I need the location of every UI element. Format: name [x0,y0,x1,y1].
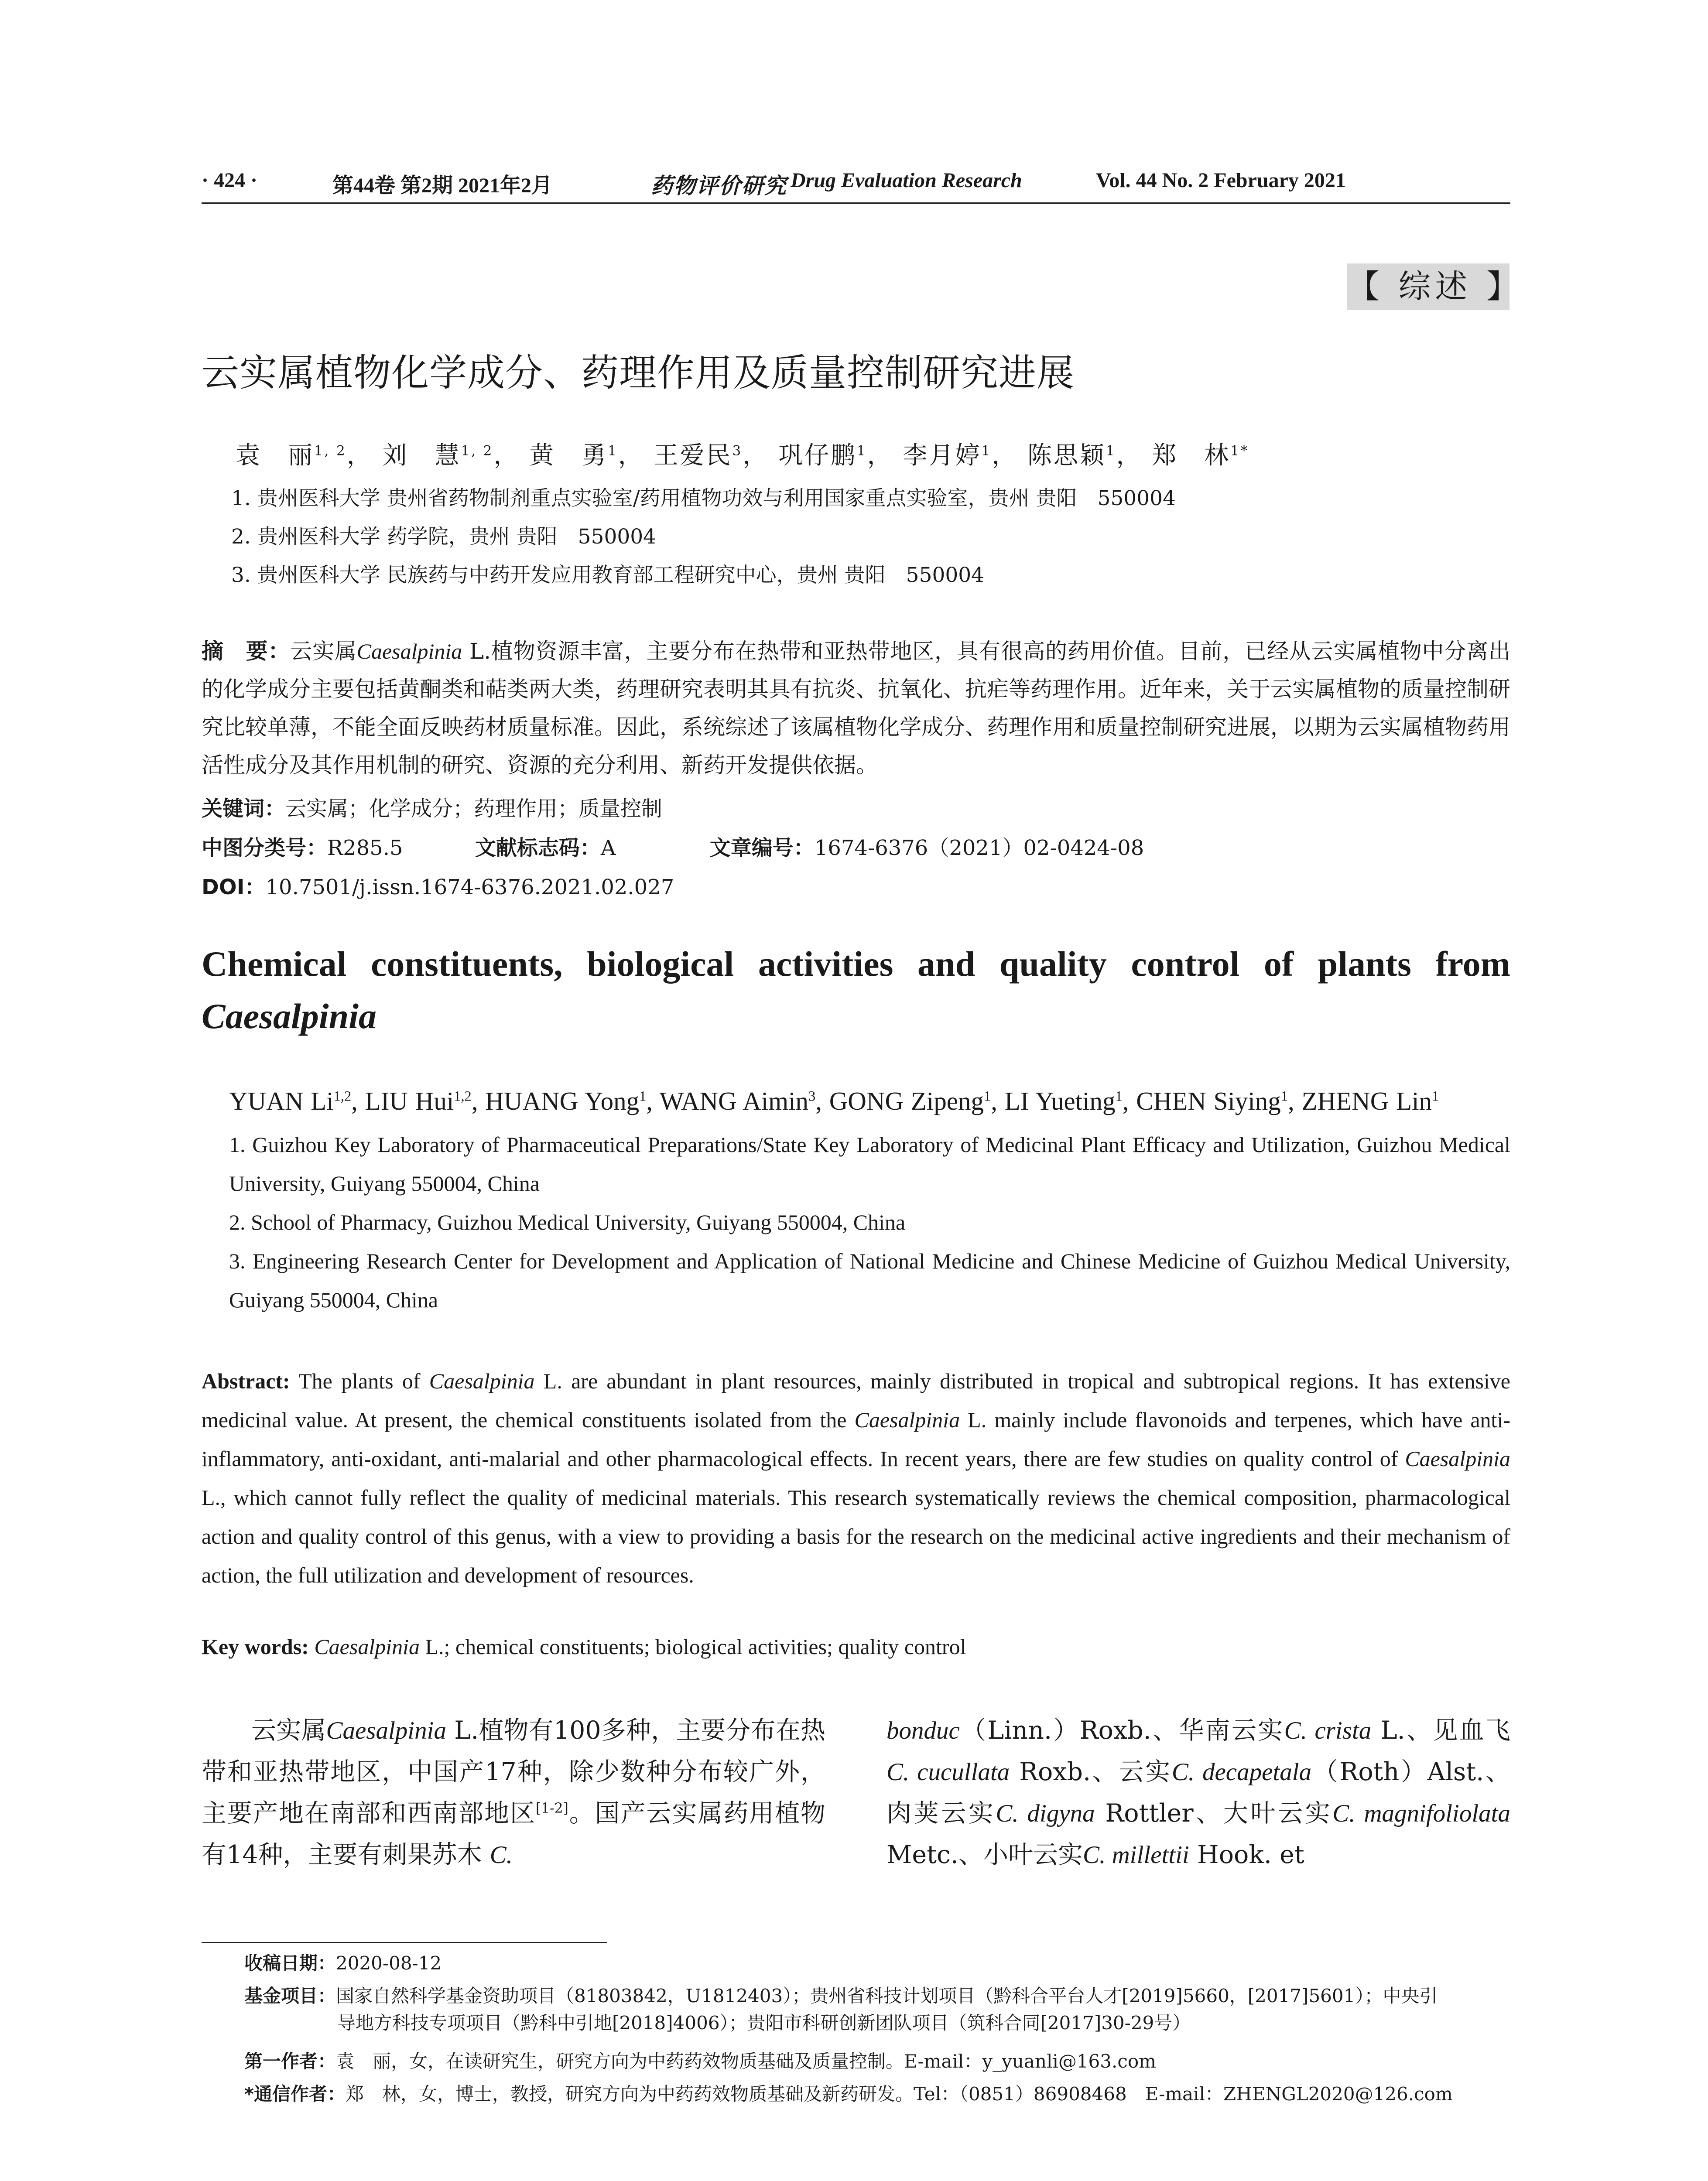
abstract-cn: 摘 要：云实属Caesalpinia L.植物资源丰富，主要分布在热带和亚热带地区，具有很高的药用价值。目前，已经从云实属植物中分离出的化学成分主要包括黄酮类和萜类两大类，药理研究表明其具有抗炎、抗氧化、抗疟等药理作用。近年来，关于云实属植物的质量控制研究比较单薄，不能全面反映药材质量标准。因此，系统综述了该属植物化学成分、药理作用和质量控制研究进展，以期为云实属植物药用活性成分及其作用机制的研究、资源的充分利用、新药开发提供依据。 [202,639,1510,778]
author-list-en: YUAN Li$^{1,2}$, LIU Hui$^{1,2}$, HUANG Yong$^1$, WANG Aimin$^3$, GONG Zipeng$^1$, LI Yueting$^1$, CHEN Siying$^1$, ZHENG Lin$^1$ [229,1087,1439,1115]
column-tag: 【 综述 】 [1347,263,1509,310]
header-rule [202,202,1510,204]
author-cn: 郑 林$^{1*}$ [1152,441,1249,470]
author-cn: 陈思颖$^1$ [1027,441,1116,470]
author-cn: 王爱民$^3$ [654,441,743,470]
keywords-cn: 关键词：云实属；化学成分；药理作用；质量控制 [202,797,663,821]
affiliation-cn-2: 2. 贵州医科大学 药学院，贵州 贵阳 550004 [231,525,657,549]
page-number: · 424 · [202,169,258,192]
footnote-first-author: 第一作者：袁 丽，女，在读研究生，研究方向为中药药效物质基础及质量控制。E-mail：y_yuanli@163.com [244,2051,1156,2072]
classification-line: 中图分类号：R285.5 文献标志码：A 文章编号：1674-6376（2021）02-0424-08 [202,836,1144,860]
affiliation-cn-1: 1. 贵州医科大学 贵州省药物制剂重点实验室/药用植物功效与利用国家重点实验室，贵州 贵阳 550004 [231,486,1176,510]
body-column-right: bonduc（Linn.）Roxb.、华南云实C. crista L.、见血飞 C. cucullata Roxb.、云实C. decapetala（Roth）Alst.、肉荚云实C. digyna Rottler、大叶云实C. magnifoliolata Metc.、小叶云实C. millettii Hook. et [887,1716,1511,1869]
footnote-received: 收稿日期：2020-08-12 [244,1952,442,1974]
affiliation-en-2: 2. School of Pharmacy, Guizhou Medical University, Guiyang 550004, China [229,1210,906,1234]
affiliation-cn-3: 3. 贵州医科大学 民族药与中药开发应用教育部工程研究中心，贵州 贵阳 550004 [231,563,985,587]
journal-name-en: Drug Evaluation Research [791,169,1022,192]
doi-line: DOI：10.7501/j.issn.1674-6376.2021.02.027 [202,875,674,899]
footnote-corresponding: *通信作者：郑 林，女，博士，教授，研究方向为中药药效物质基础及新药研发。Tel：（0851）86908468 E-mail：ZHENGL2020@126.com [244,2083,1453,2105]
article-title-cn: 云实属植物化学成分、药理作用及质量控制研究进展 [202,351,1075,395]
keywords-en: Key words: Caesalpinia L.; chemical constituents; biological activities; quality control [202,1634,966,1659]
abstract-en-label: Abstract: [202,1369,290,1393]
author-cn: 黄 勇$^1$ [529,441,618,470]
journal-logo: 药物评价研究 [651,173,787,198]
author-list-cn: 袁 丽$^{1, 2}$， 刘 慧$^{1, 2}$， 黄 勇$^1$， 王爱民$^3$， 巩仔鹏$^1$， 李月婷$^1$， 陈思颖$^1$， 郑 林$^{1*}$ [236,441,1249,470]
footnote-rule [202,1942,607,1943]
affiliation-en-3: 3. Engineering Research Center for Development and Application of National Medicine and Chinese Medicine of Guizhou Medical University, Guiyang 550004, China [229,1249,1510,1312]
author-cn: 巩仔鹏$^1$ [778,441,867,470]
article-title-en: Chemical constituents, biological activities and quality control of plants from Caesalpinia [202,944,1510,1036]
abstract-cn-label: 摘 要： [202,639,291,664]
abstract-en: Abstract: The plants of Caesalpinia L. are abundant in plant resources, mainly distributed in tropical and subtropical regions. It has extensive medicinal value. At present, the chemical constituents isolated from the Caesalpinia L. mainly include flavonoids and terpenes, which have anti-inflammatory, anti-oxidant, anti-malarial and other pharmacological effects. In recent years, there are few studies on quality control of Caesalpinia L., which cannot fully reflect the quality of medicinal materials. This research systematically reviews the chemical composition, pharmacological action and quality control of this genus, with a view to providing a basis for the research on the medicinal active ingredients and their mechanism of action, the full utilization and development of resources. [202,1369,1510,1587]
issue-cn: 第44卷 第2期 2021年2月 [332,174,553,197]
running-header [202,168,1510,208]
body-column-left: 云实属Caesalpinia L.植物有100多种，主要分布在热带和亚热带地区，中国产17种，除少数种分布较广外，主要产地在南部和西南部地区[1-2]。国产云实属药用植物有14种，主要有刺果苏木 C. [202,1716,826,1869]
footnote-fund: 基金项目：国家自然科学基金资助项目（81803842，U1812403）；贵州省科技计划项目（黔科合平台人才[2019]5660，[2017]5601）；中央引 导地方科技专项项目（黔科中引地[2018]4006）；贵阳市科研创新团队项目（筑科合同[2017]30-29号） [244,1985,1438,2034]
issue-en: Vol. 44 No. 2 February 2021 [1096,169,1346,192]
author-cn: 袁 丽$^{1, 2}$ [236,441,347,470]
author-cn: 刘 慧$^{1, 2}$ [382,441,494,470]
affiliation-en-1: 1. Guizhou Key Laboratory of Pharmaceutical Preparations/State Key Laboratory of Medicinal Plant Efficacy and Utilization, Guizhou Medical University, Guiyang 550004, China [229,1132,1510,1196]
author-cn: 李月婷$^1$ [903,441,992,470]
